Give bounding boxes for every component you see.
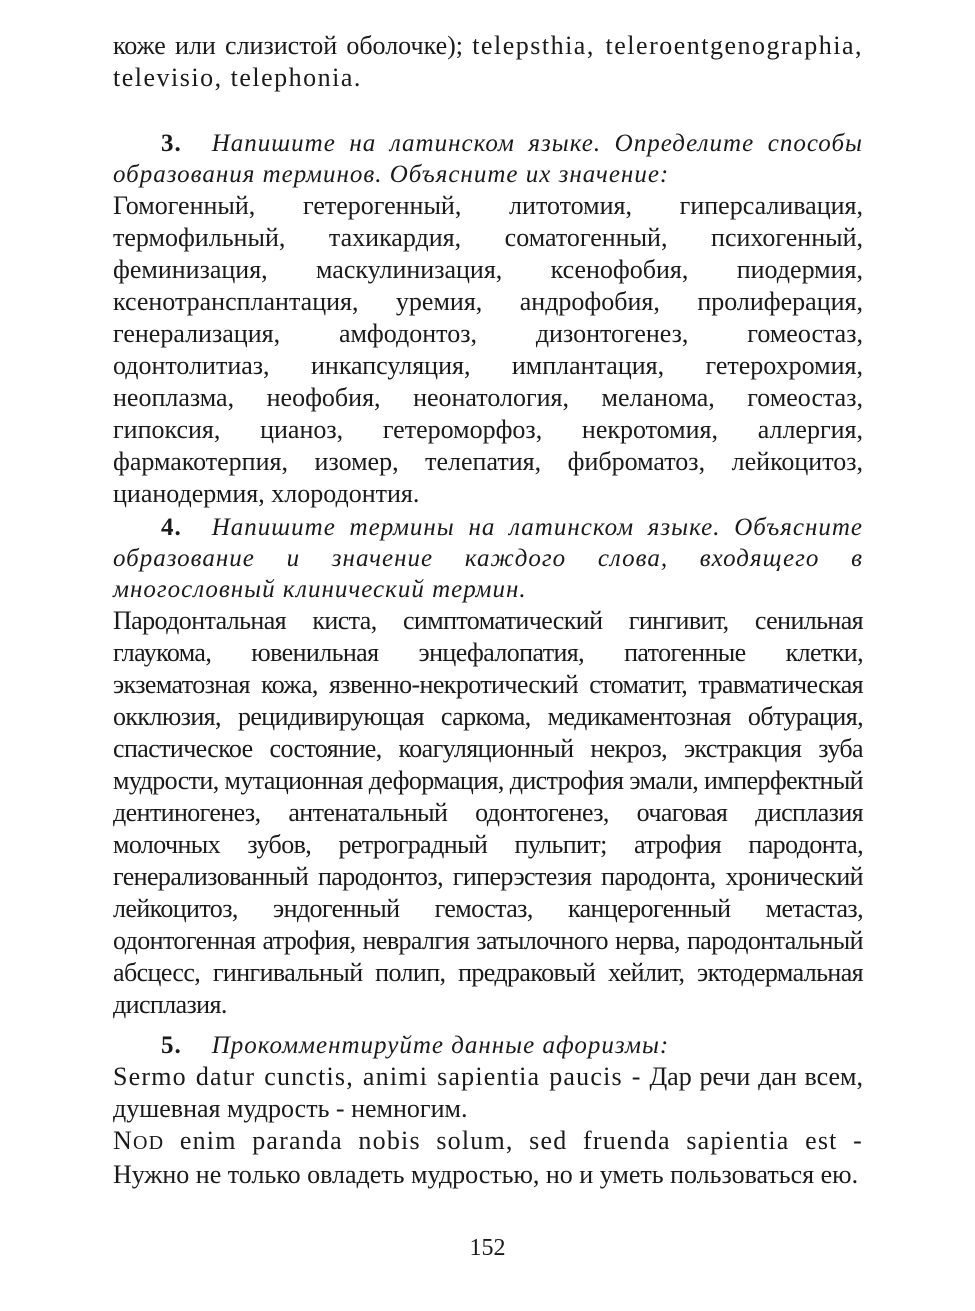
task-5-heading <box>113 1030 863 1061</box>
task-5-heading-text: Прокомментируйте данные афоризмы: <box>211 1032 670 1059</box>
aphorism-1 <box>113 1061 863 1125</box>
intro-text-latin-2: televisio, telephonia. <box>113 63 362 92</box>
aphorism-2-russian: Нужно не только овладеть мудростью, но и уметь пользоваться ею. <box>113 1160 859 1189</box>
task-3-number: 3. <box>161 130 182 157</box>
aphorism-1-russian: Дар речи дан всем, душевная мудрость - немногим. <box>113 1062 864 1123</box>
task-5 <box>113 1030 863 1191</box>
intro-text-ru: коже или слизистой оболочке); <box>113 31 463 60</box>
aphorism-2-latin-caps: OD <box>132 1132 165 1154</box>
aphorism-1-latin: Sermo datur cunctis, animi sapientia paucis - <box>113 1062 642 1091</box>
aphorism-2-latin-initial: N <box>113 1126 133 1155</box>
task-4-body: Пародонтальная киста, симптоматический гингивит, сенильная глаукома, ювенильная энцефалопатия, патогенные клетки, экзематозная кожа, язвенно-некротический стоматит, травматическая окклюзия, рецидивирующая саркома, медикаментозная обтурация, спастическое состояние, коагуляционный некроз, экстракция зуба мудрости, мутационная деформация, дистрофия эмали, имперфектный дентиногенез, антенатальный одонтогенез, очаговая дисплазия молочных зубов, ретроградный пульпит; атрофия пародонта, генерализованный пародонтоз, гиперэстезия пародонта, хронический лейкоцитоз, эндогенный гемостаз, канцерогенный метастаз, одонтогенная атрофия, невралгия затылочного нерва, пародонтальный абсцесс, гингивальный полип, предраковый хейлит, эктодермальная дисплазия. <box>113 606 863 1019</box>
task-3-heading <box>113 128 863 190</box>
task-4-heading-text: Напишите термины на латинском языке. Объясните образование и значение каждого слова, входящего в многословный клинический термин. <box>113 514 863 603</box>
intro-text-latin-1: telepsthia, teleroentgenographia, <box>472 31 863 60</box>
task-4-number: 4. <box>161 514 182 541</box>
page-number: 152 <box>469 1235 506 1261</box>
aphorism-2 <box>113 1125 863 1191</box>
task-5-number: 5. <box>161 1032 182 1059</box>
aphorism-2-latin-wrapper <box>113 1126 863 1155</box>
task-4 <box>113 512 863 1021</box>
task-4-heading <box>113 512 863 605</box>
aphorism-2-latin: enim paranda nobis solum, sed fruenda sapientia est - <box>179 1126 863 1155</box>
task-3-heading-text: Напишите на латинском языке. Определите способы образования терминов. Объясните их значение: <box>113 130 863 188</box>
task-3 <box>113 128 863 510</box>
task-3-body: Гомогенный, гетерогенный, литотомия, гиперсаливация, термофильный, тахикардия, соматогенный, психогенный, феминизация, маскулинизация, ксенофобия, пиодермия, ксенотрансплантация, уремия, андрофобия, пролиферация, генерализация, амфодонтоз, дизонтогенез, гомеостаз, одонтолитиаз, инкапсуляция, имплантация, гетерохромия, неоплазма, неофобия, неонатология, меланома, гомеостаз, гипоксия, цианоз, гетероморфоз, некротомия, аллергия, фармакотерпия, изомер, телепатия, фиброматоз, лейкоцитоз, цианодермия, хлородонтия. <box>113 191 863 508</box>
intro-paragraph <box>113 30 863 94</box>
